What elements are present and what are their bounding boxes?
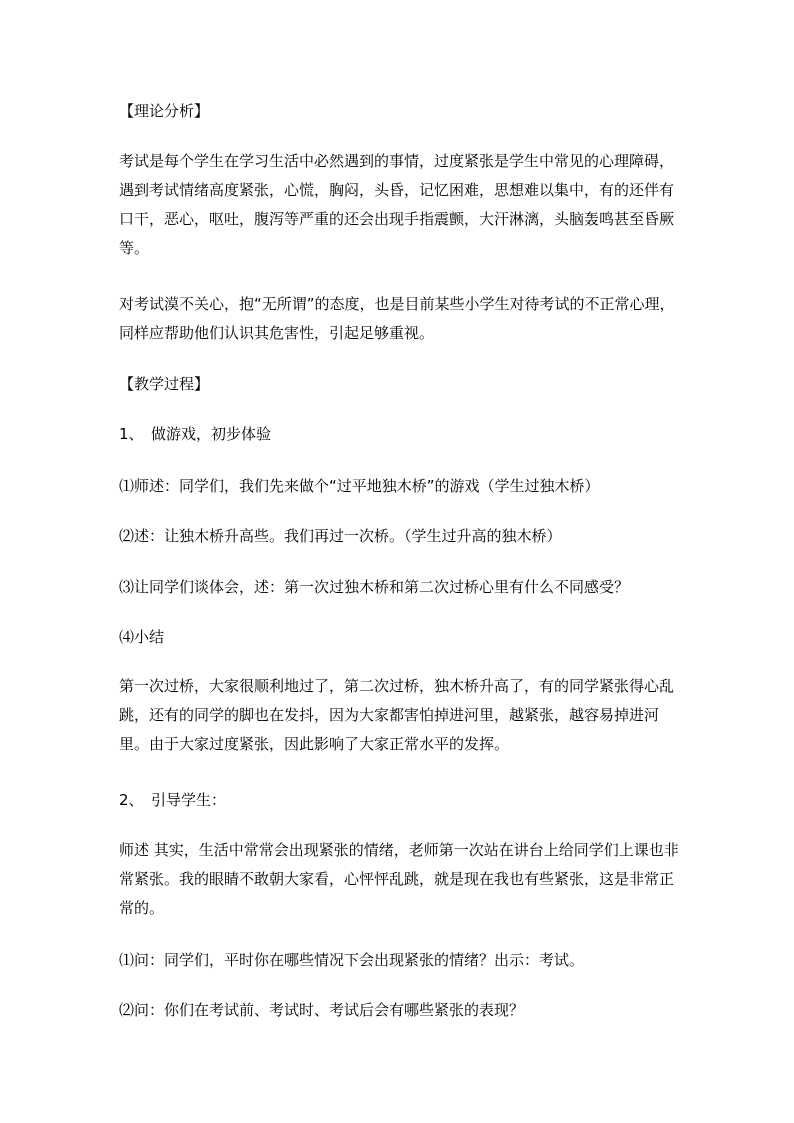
step-1-title: 1、 做游戏，初步体验 xyxy=(119,425,272,443)
step-2-item-1: ⑴问：同学们，平时你在哪些情况下会出现紧张的情绪？出示：考试。 xyxy=(119,951,585,969)
paragraph-theory-2: 对考试漠不关心，抱“无所谓”的态度，也是目前某些小学生对待考试的不正常心理，同样应帮助他们认识其危害性，引起足够重视。 xyxy=(119,295,675,342)
step-1-item-1: ⑴师述：同学们，我们先来做个“过平地独木桥”的游戏（学生过独木桥） xyxy=(119,477,600,495)
step-2-teacher-statement: 师述 其实，生活中常常会出现紧张的情绪，老师第一次站在讲台上给同学们上课也非常紧张。我的眼睛不敢朝大家看，心怦怦乱跳，就是现在我也有些紧张，这是非常正常的。 xyxy=(119,841,679,917)
step-2-item-2: ⑵问：你们在考试前、考试时、考试后会有哪些紧张的表现？ xyxy=(119,1001,525,1019)
paragraph-theory-1: 考试是每个学生在学习生活中必然遇到的事情，过度紧张是学生中常见的心理障碍，遇到考试情绪高度紧张，心慌，胸闷，头昏，记忆困难，思想难以集中，有的还伴有口干，恶心，呕吐，腹泻等严重的还会出现手指震颤，大汗淋漓，头脑轰鸣甚至昏厥等。 xyxy=(119,152,675,257)
step-1-item-2: ⑵述：让独木桥升高些。我们再过一次桥。（学生过升高的独木桥） xyxy=(119,527,562,545)
step-1-summary: 第一次过桥，大家很顺利地过了，第二次过桥，独木桥升高了，有的同学紧张得心乱跳，还有的同学的脚也在发抖，因为大家都害怕掉进河里，越紧张，越容易掉进河里。由于大家过度紧张，因此影响了大家正常水平的发挥。 xyxy=(119,677,675,753)
section-heading-process: 【教学过程】 xyxy=(119,375,210,393)
step-2-title: 2、 引导学生： xyxy=(119,791,227,809)
section-heading-theory: 【理论分析】 xyxy=(119,102,210,120)
step-1-item-4: ⑷小结 xyxy=(119,628,165,646)
step-1-item-3: ⑶让同学们谈体会，述：第一次过独木桥和第二次过桥心里有什么不同感受？ xyxy=(119,578,630,596)
